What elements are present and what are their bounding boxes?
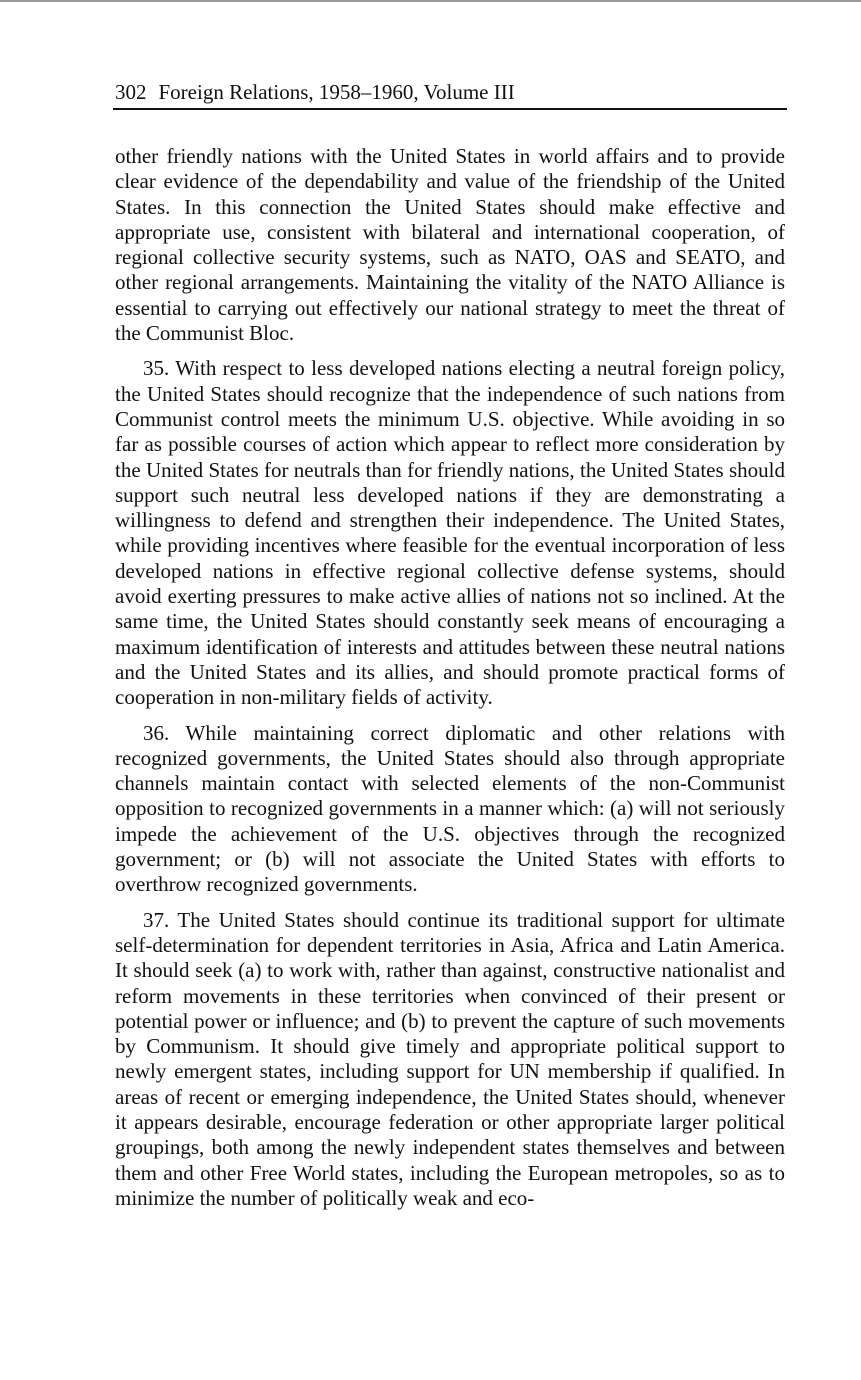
paragraph-35: 35. With respect to less developed nations electing a neutral foreign policy, the United States should recognize that the independence of such nations from Communist control meets the minimum U.S. objective. While avoiding in so far as possible courses of action which appear to reflect more consideration by the United States for neutrals than for friendly nations, the United States should support such neutral less developed nations if they are demonstrating a willingness to defend and strengthen their independence. The United States, while providing incentives where feasible for the eventual incorporation of less developed nations in effective regional collective defense systems, should avoid exerting pressures to make active allies of nations not so inclined. At the same time, the United States should constantly seek means of encouraging a maximum identification of interests and attitudes between these neutral nations and the United States and its allies, and should promote practical forms of cooperation in non-military fields of activity. bbox=[115, 356, 785, 710]
page-top-edge bbox=[0, 0, 861, 2]
running-head bbox=[115, 78, 785, 106]
body-text bbox=[115, 144, 785, 1221]
volume-title: Foreign Relations, 1958–1960, Volume III bbox=[158, 80, 515, 104]
paragraph-36: 36. While maintaining correct diplomatic and other relations with recognized governments, the United States should also through appropriate channels maintain contact with selected elements of the non-Communist opposition to recognized governments in a manner which: (a) will not seriously impede the achievement of the U.S. objectives through the recognized government; or (b) will not associate the United States with efforts to overthrow recognized governments. bbox=[115, 720, 785, 897]
paragraph-continued: other friendly nations with the United States in world affairs and to provide clear evidence of the dependability and value of the friendship of the United States. In this connection the United States should make effective and appropriate use, consistent with bilateral and international cooperation, of regional collective security systems, such as NATO, OAS and SEATO, and other regional arrangements. Maintaining the vitality of the NATO Alliance is essential to carrying out effectively our national strategy to meet the threat of the Communist Bloc. bbox=[115, 144, 785, 346]
page-number: 302 bbox=[115, 80, 147, 104]
header-rule bbox=[113, 108, 787, 110]
paragraph-37: 37. The United States should continue its traditional support for ultimate self-determination for dependent territories in Asia, Africa and Latin America. It should seek (a) to work with, rather than against, constructive nationalist and reform movements in these territories when convinced of their present or potential power or influence; and (b) to prevent the capture of such movements by Communism. It should give timely and appropriate political support to newly emergent states, including support for UN membership if qualified. In areas of recent or emerging independence, the United States should, whenever it appears desirable, encourage federation or other appropriate larger political groupings, both among the newly independent states themselves and between them and other Free World states, including the European metropoles, so as to minimize the number of politically weak and eco- bbox=[115, 907, 785, 1210]
